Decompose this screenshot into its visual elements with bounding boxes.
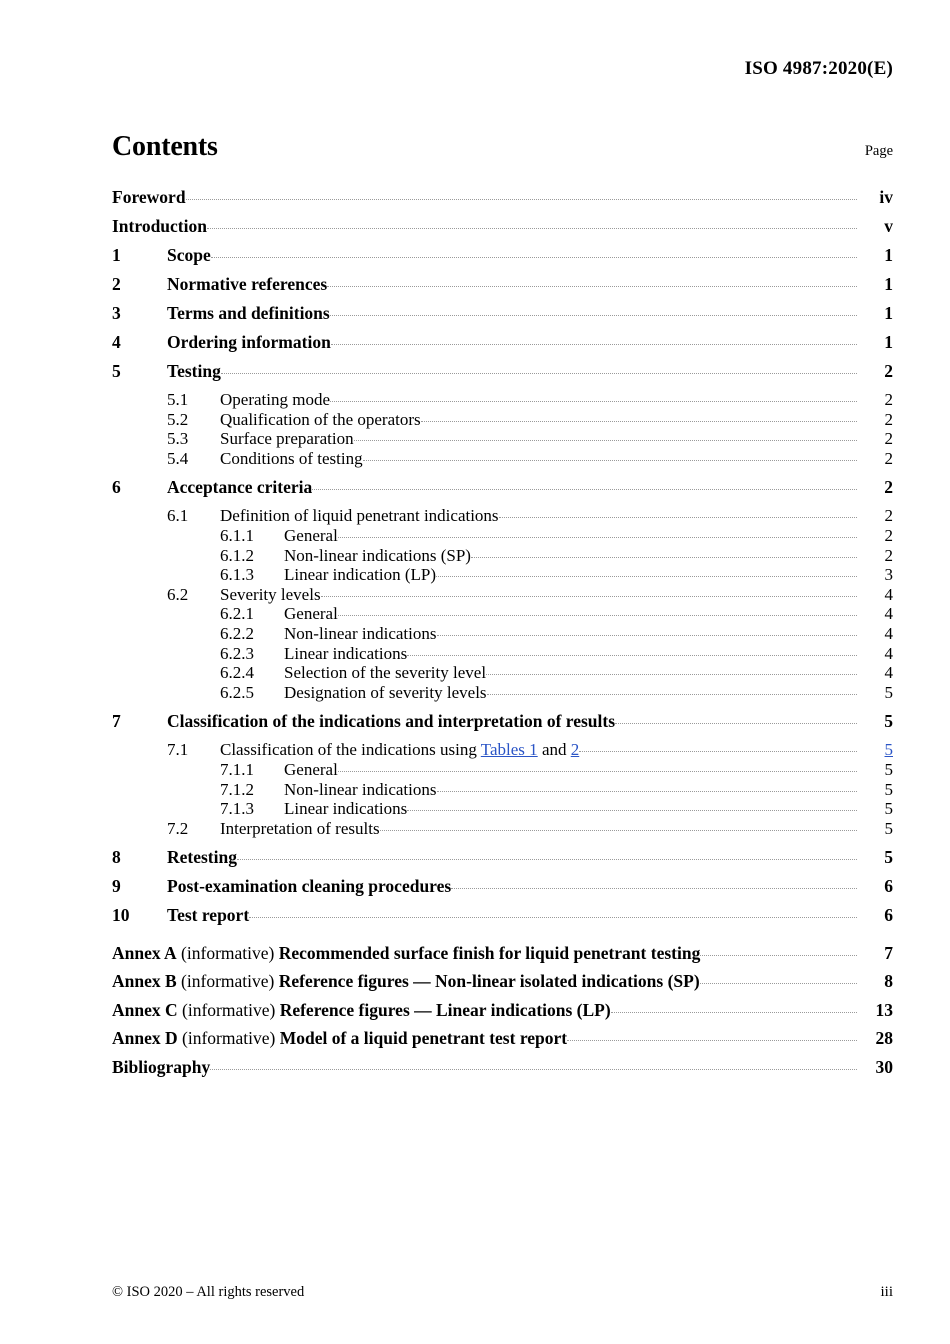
toc-entry-page-number: 5 [884, 779, 893, 799]
leader-dots [615, 709, 857, 727]
leader-dots [499, 504, 857, 521]
table-of-contents [112, 185, 893, 1084]
toc-entry-title: Selection of the severity level [284, 663, 487, 683]
toc-entry-number: 7.1.3 [220, 799, 254, 819]
toc-entry[interactable] [112, 447, 893, 467]
toc-entry[interactable] [112, 681, 893, 701]
toc-entry-number: 6.2.1 [220, 604, 254, 624]
toc-annex-kind: (informative) [177, 1028, 280, 1049]
page-footer [112, 1284, 893, 1301]
toc-entry-number: 4 [112, 331, 121, 352]
toc-entry[interactable] [112, 622, 893, 642]
toc-annex-page-number: 7 [884, 942, 893, 963]
toc-entry-title: Surface preparation [220, 429, 354, 449]
leader-dots [451, 874, 857, 892]
toc-entry-title: Test report [167, 904, 250, 925]
toc-entry-number: 5.2 [167, 409, 189, 429]
toc-entry[interactable] [112, 642, 893, 662]
leader-dots [486, 661, 857, 678]
toc-entry[interactable] [112, 243, 893, 272]
toc-annex-label: Annex A [112, 942, 177, 963]
leader-dots [354, 427, 857, 444]
toc-entry-page-number: 2 [884, 525, 893, 545]
toc-entry-title: Classification of the indications and interpretation of results [167, 710, 616, 731]
leader-dots [338, 602, 857, 619]
toc-entry-number: 6.1.1 [220, 525, 254, 545]
toc-entry-number: 6.2 [167, 584, 189, 604]
toc-entry[interactable] [112, 563, 893, 583]
toc-entry-number: 5.3 [167, 429, 189, 449]
toc-entry-title: Interpretation of results [220, 818, 380, 838]
leader-dots [380, 817, 857, 834]
toc-entry-page-number: 5 [884, 740, 893, 760]
toc-entry-number: 5.4 [167, 448, 189, 468]
toc-entry-number: 9 [112, 875, 121, 896]
toc-entry-number: 3 [112, 302, 121, 323]
leader-dots [330, 301, 857, 319]
toc-entry-title: Severity levels [220, 584, 321, 604]
toc-entry-title: General [284, 604, 338, 624]
leader-dots [211, 243, 857, 261]
leader-dots [567, 1027, 857, 1045]
toc-entry-page-number: 6 [884, 904, 893, 925]
toc-entry-title: Testing [167, 360, 221, 381]
toc-annex-heading: Reference figures — Non-linear isolated indications (SP) [278, 971, 700, 992]
toc-entry-number: 1 [112, 244, 121, 265]
toc-entry[interactable] [112, 504, 893, 524]
toc-entry[interactable] [112, 475, 893, 504]
toc-entry-page-number: 4 [884, 584, 893, 604]
toc-entry-title: Foreword [112, 186, 186, 207]
toc-entry-number: 8 [112, 846, 121, 867]
toc-entry[interactable] [112, 903, 893, 932]
toc-entry-title: Classification of the indications using Tables 1 and 2 [220, 740, 580, 760]
toc-entry-page-number: 2 [884, 476, 893, 497]
toc-entry-number: 7.1.1 [220, 759, 254, 779]
leader-dots [487, 681, 857, 698]
toc-entry-title: General [284, 525, 338, 545]
toc-entry[interactable] [112, 524, 893, 544]
leader-dots [312, 475, 857, 493]
toc-entry-page-number: 1 [884, 244, 893, 265]
toc-entry[interactable] [112, 427, 893, 447]
leader-dots [407, 642, 857, 659]
leader-dots [700, 970, 857, 988]
toc-entry-page-number: 5 [884, 710, 893, 731]
leader-dots [210, 1055, 857, 1073]
toc-entry[interactable] [112, 330, 893, 359]
toc-entry-page-number: 3 [884, 565, 893, 585]
toc-annex-label: Annex B [112, 971, 177, 992]
toc-entry-page-number: 5 [884, 682, 893, 702]
toc-entry[interactable] [112, 301, 893, 330]
leader-dots [363, 447, 857, 464]
toc-annex-label: Annex C [112, 999, 178, 1020]
leader-dots [330, 388, 857, 405]
toc-entry-page-number: 4 [884, 643, 893, 663]
toc-entry-number: 7 [112, 710, 121, 731]
toc-entry-page-number: 2 [884, 409, 893, 429]
toc-annex-entry[interactable] [112, 1027, 893, 1056]
toc-entry-title: Qualification of the operators [220, 409, 421, 429]
toc-annex-title [112, 942, 701, 963]
toc-annex-kind: (informative) [176, 942, 279, 963]
toc-entry[interactable] [112, 817, 893, 837]
toc-entry[interactable] [112, 874, 893, 903]
toc-entry-title: General [284, 759, 338, 779]
toc-entry-number: 7.2 [167, 818, 189, 838]
leader-dots [611, 998, 857, 1016]
leader-dots [221, 359, 857, 377]
toc-entry[interactable] [112, 408, 893, 428]
leader-dots [338, 524, 857, 541]
toc-entry[interactable] [112, 359, 893, 388]
toc-entry-page-number: v [884, 215, 893, 236]
toc-entry-page-number: 6 [884, 875, 893, 896]
leader-dots [421, 408, 857, 425]
toc-entry[interactable] [112, 583, 893, 603]
toc-entry-title: Non-linear indications [284, 623, 437, 643]
toc-entry-title: Non-linear indications (SP) [284, 545, 471, 565]
toc-annex-heading: Model of a liquid penetrant test report [279, 1028, 568, 1049]
page-column-label: Page [864, 143, 893, 159]
leader-dots [186, 185, 857, 203]
toc-entry[interactable] [112, 272, 893, 301]
toc-entry-page-number: 1 [884, 273, 893, 294]
toc-entry-title: Conditions of testing [220, 448, 363, 468]
toc-entry-title: Post-examination cleaning procedures [167, 875, 452, 896]
toc-entry[interactable] [112, 185, 893, 214]
leader-dots [237, 845, 857, 863]
leader-dots [437, 778, 858, 795]
toc-annex-entry[interactable] [112, 941, 893, 970]
toc-annex-page-number: 13 [875, 999, 893, 1020]
toc-annex-kind: (informative) [176, 971, 279, 992]
toc-annex-label: Bibliography [112, 1056, 211, 1077]
toc-annex-title [112, 999, 611, 1020]
toc-entry[interactable] [112, 738, 893, 758]
toc-entry-title: Designation of severity levels [284, 682, 487, 702]
cross-reference-link-tables-1[interactable]: Tables 1 [480, 740, 538, 760]
toc-entry-title: Non-linear indications [284, 779, 437, 799]
toc-entry-number: 6.1.3 [220, 565, 254, 585]
leader-dots [327, 272, 857, 290]
toc-annex-title [112, 1030, 567, 1048]
leader-dots [700, 941, 857, 959]
toc-annex-entry[interactable] [112, 998, 893, 1027]
toc-entry-title: Scope [167, 244, 211, 265]
leader-dots [437, 622, 858, 639]
toc-entry-title: Terms and definitions [167, 302, 330, 323]
toc-annex-entry[interactable] [112, 1055, 893, 1084]
toc-entry-number: 2 [112, 273, 121, 294]
toc-entry[interactable] [112, 602, 893, 622]
toc-entry-page-number: 2 [884, 545, 893, 565]
toc-entry-number: 6.2.5 [220, 682, 254, 702]
toc-annex-title [112, 1056, 211, 1077]
toc-entry-page-number: 1 [884, 302, 893, 323]
toc-entry-title: Introduction [112, 215, 207, 236]
toc-entry-page-number: 5 [884, 818, 893, 838]
toc-entry-title: Linear indication (LP) [284, 565, 437, 585]
toc-entry-title: Definition of liquid penetrant indications [220, 506, 499, 526]
leader-dots [436, 563, 857, 580]
footer-page-number: iii [880, 1284, 893, 1300]
toc-entry-number: 6.2.4 [220, 663, 254, 683]
toc-entry-number: 10 [112, 904, 130, 925]
toc-entry-title: Normative references [167, 273, 328, 294]
toc-entry[interactable] [112, 778, 893, 798]
page-title: Contents [112, 131, 218, 162]
toc-annex-entry[interactable] [112, 970, 893, 999]
leader-dots [331, 330, 857, 348]
toc-entry-page-number: 5 [884, 846, 893, 867]
leader-dots [471, 544, 857, 561]
leader-dots [407, 797, 857, 814]
toc-entry[interactable] [112, 709, 893, 738]
toc-annex-heading: Reference figures — Linear indications (LP) [279, 999, 611, 1020]
toc-annex-title [112, 973, 700, 991]
toc-entry-number: 5.1 [167, 390, 189, 409]
toc-entry-page-number: 4 [884, 604, 893, 624]
toc-entry-page-number: 2 [884, 506, 893, 526]
toc-entry[interactable] [112, 388, 893, 408]
toc-entry-title: Linear indications [284, 799, 408, 819]
toc-entry-number: 6.1 [167, 506, 189, 526]
toc-entry-number: 5 [112, 360, 121, 381]
toc-entry-number: 6 [112, 476, 121, 497]
toc-annex-page-number: 8 [884, 971, 893, 992]
toc-annex-heading: Recommended surface finish for liquid penetrant testing [278, 942, 701, 963]
toc-entry-page-number: 2 [884, 390, 893, 409]
toc-entry-page-number: iv [879, 186, 893, 207]
toc-entry-title: Ordering information [167, 331, 331, 352]
toc-entry-number: 6.2.2 [220, 623, 254, 643]
toc-entry-title: Acceptance criteria [167, 476, 313, 497]
toc-entry[interactable] [112, 661, 893, 681]
toc-annex-page-number: 30 [875, 1056, 893, 1077]
spacer [112, 932, 893, 941]
toc-entry[interactable] [112, 797, 893, 817]
toc-entry[interactable] [112, 758, 893, 778]
toc-entry-page-number: 2 [884, 429, 893, 449]
toc-entry-number: 7.1 [167, 740, 189, 760]
toc-annex-page-number: 28 [875, 1028, 893, 1049]
copyright-notice: © ISO 2020 – All rights reserved [112, 1284, 305, 1300]
leader-dots [338, 758, 857, 775]
toc-entry-title: Operating mode [220, 390, 330, 409]
toc-entry-page-number: 4 [884, 623, 893, 643]
leader-dots [249, 903, 857, 921]
toc-entry-page-number: 2 [884, 448, 893, 468]
toc-entry-page-number: 5 [884, 799, 893, 819]
toc-annex-kind: (informative) [177, 999, 280, 1020]
toc-entry-title: Retesting [167, 846, 237, 867]
toc-entry-page-number: 2 [884, 360, 893, 381]
toc-annex-label: Annex D [112, 1028, 178, 1049]
toc-entry-number: 6.1.2 [220, 545, 254, 565]
leader-dots [207, 214, 857, 232]
contents-heading-row [112, 131, 893, 165]
toc-entry[interactable] [112, 845, 893, 874]
toc-entry-number: 6.2.3 [220, 643, 254, 663]
cross-reference-link-table-2[interactable]: 2 [570, 740, 580, 760]
toc-entry-page-number: 5 [884, 759, 893, 779]
document-header-id: ISO 4987:2020(E) [744, 58, 893, 79]
toc-entry-number: 7.1.2 [220, 779, 254, 799]
toc-entry[interactable] [112, 214, 893, 243]
leader-dots [321, 583, 857, 600]
toc-entry-title: Linear indications [284, 643, 408, 663]
toc-entry-page-number: 1 [884, 331, 893, 352]
toc-entry[interactable] [112, 544, 893, 564]
toc-entry-page-number: 4 [884, 663, 893, 683]
leader-dots [579, 738, 857, 755]
